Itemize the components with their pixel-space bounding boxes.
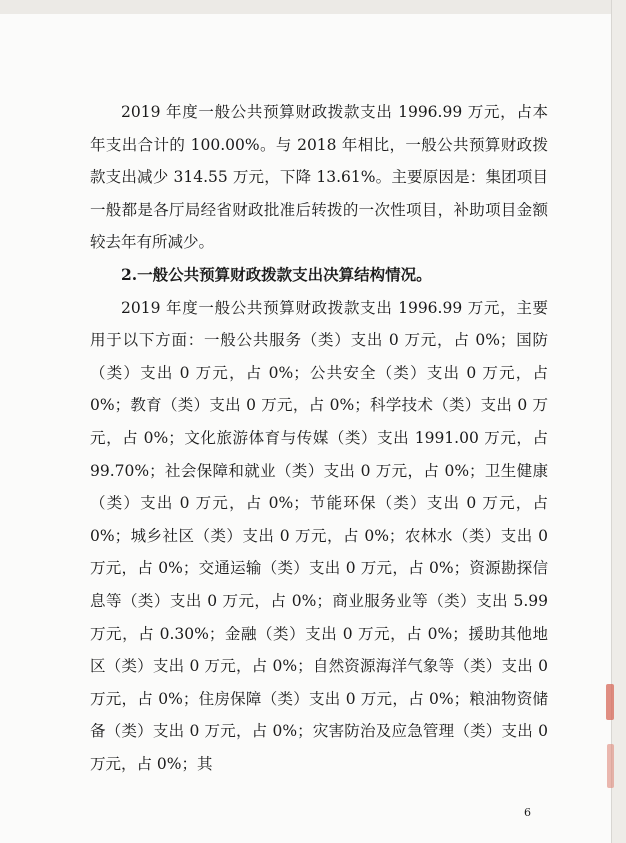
seal-fragment-icon [607,744,614,788]
page-number: 6 [524,806,531,819]
paragraph-expenditure-structure: 2019 年度一般公共预算财政拨款支出 1996.99 万元，主要用于以下方面：一般公共服务（类）支出 0 万元，占 0%；国防（类）支出 0 万元，占 0%；公共安全（类）支出 0 万元，占 0%；教育（类）支出 0 万元，占 0%；科学技术（类）支出 0 万元，占 0%；文化旅游体育与传媒（类）支出 1991.00 万元，占 99.70%；社会保障和就业（类）支出 0 万元，占 0%；卫生健康（类）支出 0 万元，占 0%；节能环保（类）支出 0 万元，占 0%；城乡社区（类）支出 0 万元，占 0%；农林水（类）支出 0 万元，占 0%；交通运输（类）支出 0 万元，占 0%；资源勘探信息等（类）支出 0 万元，占 0%；商业服务业等（类）支出 5.99 万元，占 0.30%；金融（类）支出 0 万元，占 0%；援助其他地区（类）支出 0 万元，占 0%；自然资源海洋气象等（类）支出 0 万元，占 0%；住房保障（类）支出 0 万元，占 0%；粮油物资储备（类）支出 0 万元，占 0%；灾害防治及应急管理（类）支出 0 万元，占 0%；其 [90,298,548,773]
paragraph-expenditure-summary: 2019 年度一般公共预算财政拨款支出 1996.99 万元，占本年支出合计的 100.00%。与 2018 年相比，一般公共预算财政拨款支出减少 314.55 万元，下降 13.61%。主要原因是：集团项目一般都是各厅局经省财政批准后转拨的一次性项目，补助项目金额较去年有所减少。 [90,103,548,252]
body-text [90,96,548,780]
scan-edge-top [0,0,626,14]
seal-fragment-icon [606,684,614,720]
section-heading: 2.一般公共预算财政拨款支出决算结构情况。 [121,264,432,284]
